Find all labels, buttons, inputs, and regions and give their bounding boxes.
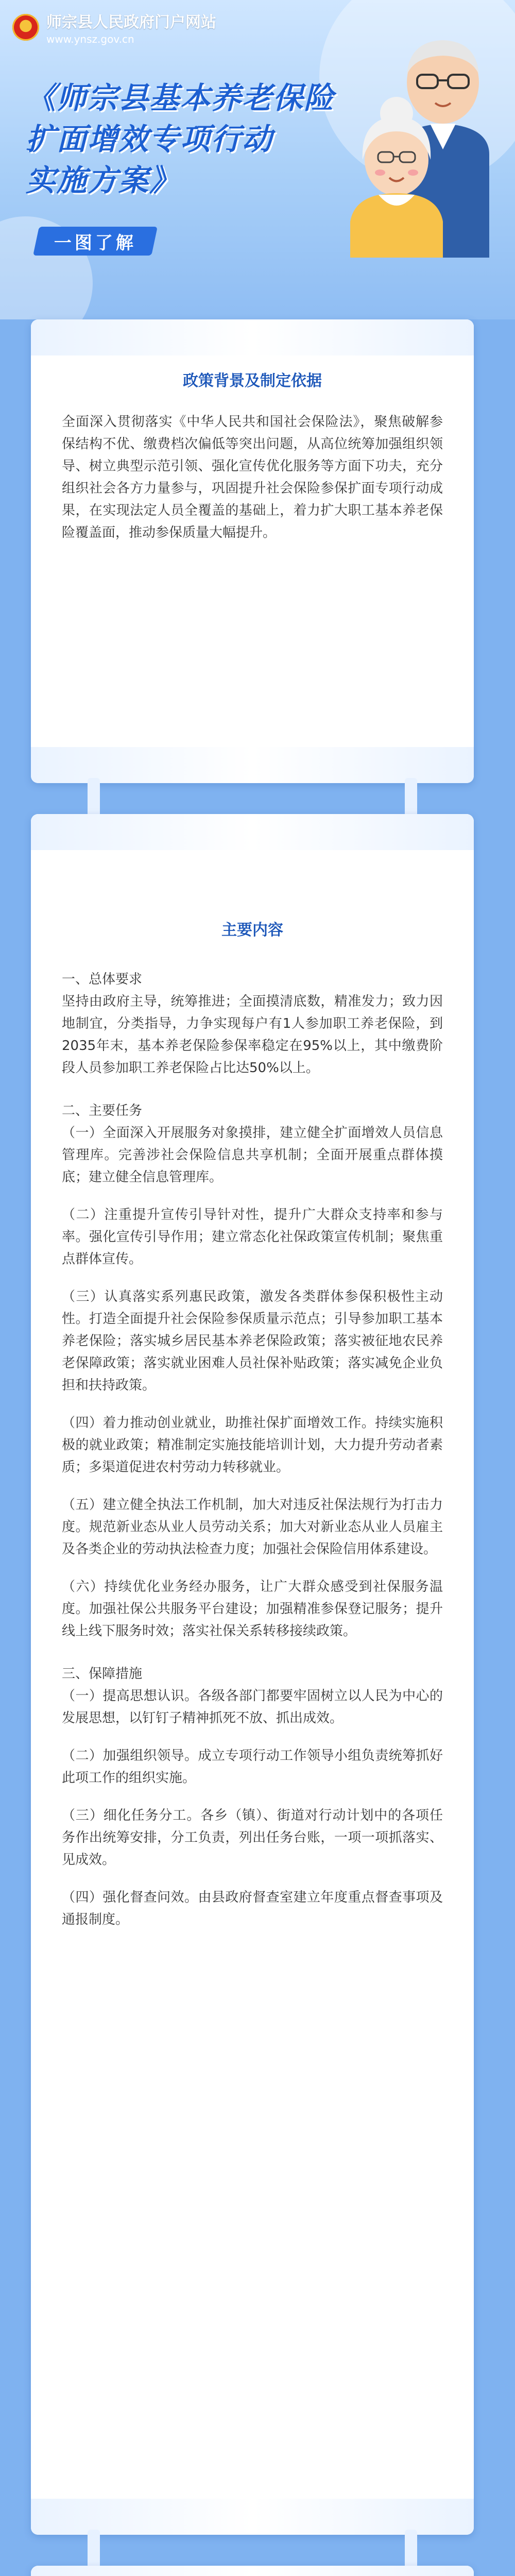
tag-label: 一图了解: [54, 232, 136, 253]
site-bar[interactable]: [12, 9, 216, 45]
card-connector: [31, 2530, 474, 2571]
content-paragraph: （三）认真落实系列惠民政策，激发各类群体参保积极性主动性。打造全面提升社会保险参保质量示范点；引导参加职工基本养老保险；落实城乡居民基本养老保险政策；落实被征地农民养老保障政策；落实就业困难人员社保补贴政策；落实减免企业负担和扶持政策。: [62, 1289, 443, 1393]
content-paragraph: （六）持续优化业务经办服务，让广大群众感受到社保服务温度。加强社保公共服务平台建设；加强精准参保登记服务；提升线上线下服务时效；落实社保关系转移接续政策。: [62, 1579, 443, 1639]
content-paragraph: （一）全面深入开展服务对象摸排，建立健全扩面增效人员信息管理库。完善涉社会保险信息共享机制；全面开展重点群体摸底；建立健全信息管理库。: [62, 1125, 443, 1185]
section-policy-background: [31, 319, 474, 783]
card-connector: [31, 778, 474, 819]
subsection-title: 三、保障措施: [62, 1666, 143, 1682]
content-paragraph: （一）提高思想认识。各级各部门都要牢固树立以人民为中心的发展思想，以钉钉子精神抓死不放、抓出成效。: [62, 1688, 443, 1726]
header-banner: [0, 0, 515, 319]
national-emblem-icon: [12, 14, 39, 41]
content-paragraph: （二）注重提升宣传引导针对性，提升广大群众支持率和参与率。强化宣传引导作用；建立常态化社保政策宣传机制；聚焦重点群体宣传。: [62, 1207, 443, 1267]
content-paragraph: （五）建立健全执法工作机制，加大对违反社保法规行为打击力度。规范新业态从业人员劳动关系；加大对新业态从业人员雇主及各类企业的劳动执法检查力度；加强社会保险信用体系建设。: [62, 1497, 443, 1557]
section-paragraph: 全面深入贯彻落实《中华人民共和国社会保险法》，聚焦破解参保结构不优、缴费档次偏低等突出问题，从高位统筹加强组织领导、树立典型示范引领、强化宣传优化服务等方面下功夫，充分组织社会各方力量参与，巩固提升社会保险参保扩面专项行动成果，在实现法定人员全覆盖的基础上，着力扩大职工基本养老保险覆盖面，推动参保质量大幅提升。: [62, 414, 443, 540]
section-main-content: [31, 814, 474, 2535]
infographic-tag: [33, 227, 158, 256]
elderly-couple-illustration: [340, 21, 494, 258]
title-line-2: 扩面增效专项行动: [26, 122, 273, 157]
content-paragraph: （四）着力推动创业就业，助推社保扩面增效工作。持续实施积极的就业政策；精准制定实施技能培训计划，大力提升劳动者素质；多渠道促进农村劳动力转移就业。: [62, 1415, 443, 1475]
content-paragraph: （二）加强组织领导。成立专项行动工作领导小组负责统筹抓好此项工作的组织实施。: [62, 1748, 443, 1786]
subsection-title: 二、主要任务: [62, 1103, 143, 1118]
content-paragraph: （四）强化督查问效。由县政府督查室建立年度重点督查事项及通报制度。: [62, 1890, 443, 1927]
section-heading: 政策背景及制定依据: [183, 372, 322, 390]
content-paragraph: （三）细化任务分工。各乡（镇）、街道对行动计划中的各项任务作出统筹安排，分工负责，列出任务台账，一项一项抓落实、见成效。: [62, 1808, 443, 1868]
section-glossary: [31, 2566, 474, 2576]
title-line-3: 实施方案》: [26, 163, 181, 198]
site-url[interactable]: www.ynsz.gov.cn: [46, 33, 134, 45]
section-heading: 主要内容: [221, 921, 283, 939]
site-name: 师宗县人民政府门户网站: [46, 13, 216, 31]
subsection-title: 一、总体要求: [62, 972, 143, 987]
title-line-1: 《师宗县基本养老保险: [26, 80, 335, 115]
content-paragraph: 坚持由政府主导，统筹推进；全面摸清底数，精准发力；致力因地制宜，分类指导，力争实现每户有1人参加职工养老保险，到2035年末，基本养老保险参保率稳定在95%以上，其中缴费阶段人员参加职工养老保险占比达50%以上。: [62, 994, 443, 1076]
page-title: [26, 77, 355, 201]
